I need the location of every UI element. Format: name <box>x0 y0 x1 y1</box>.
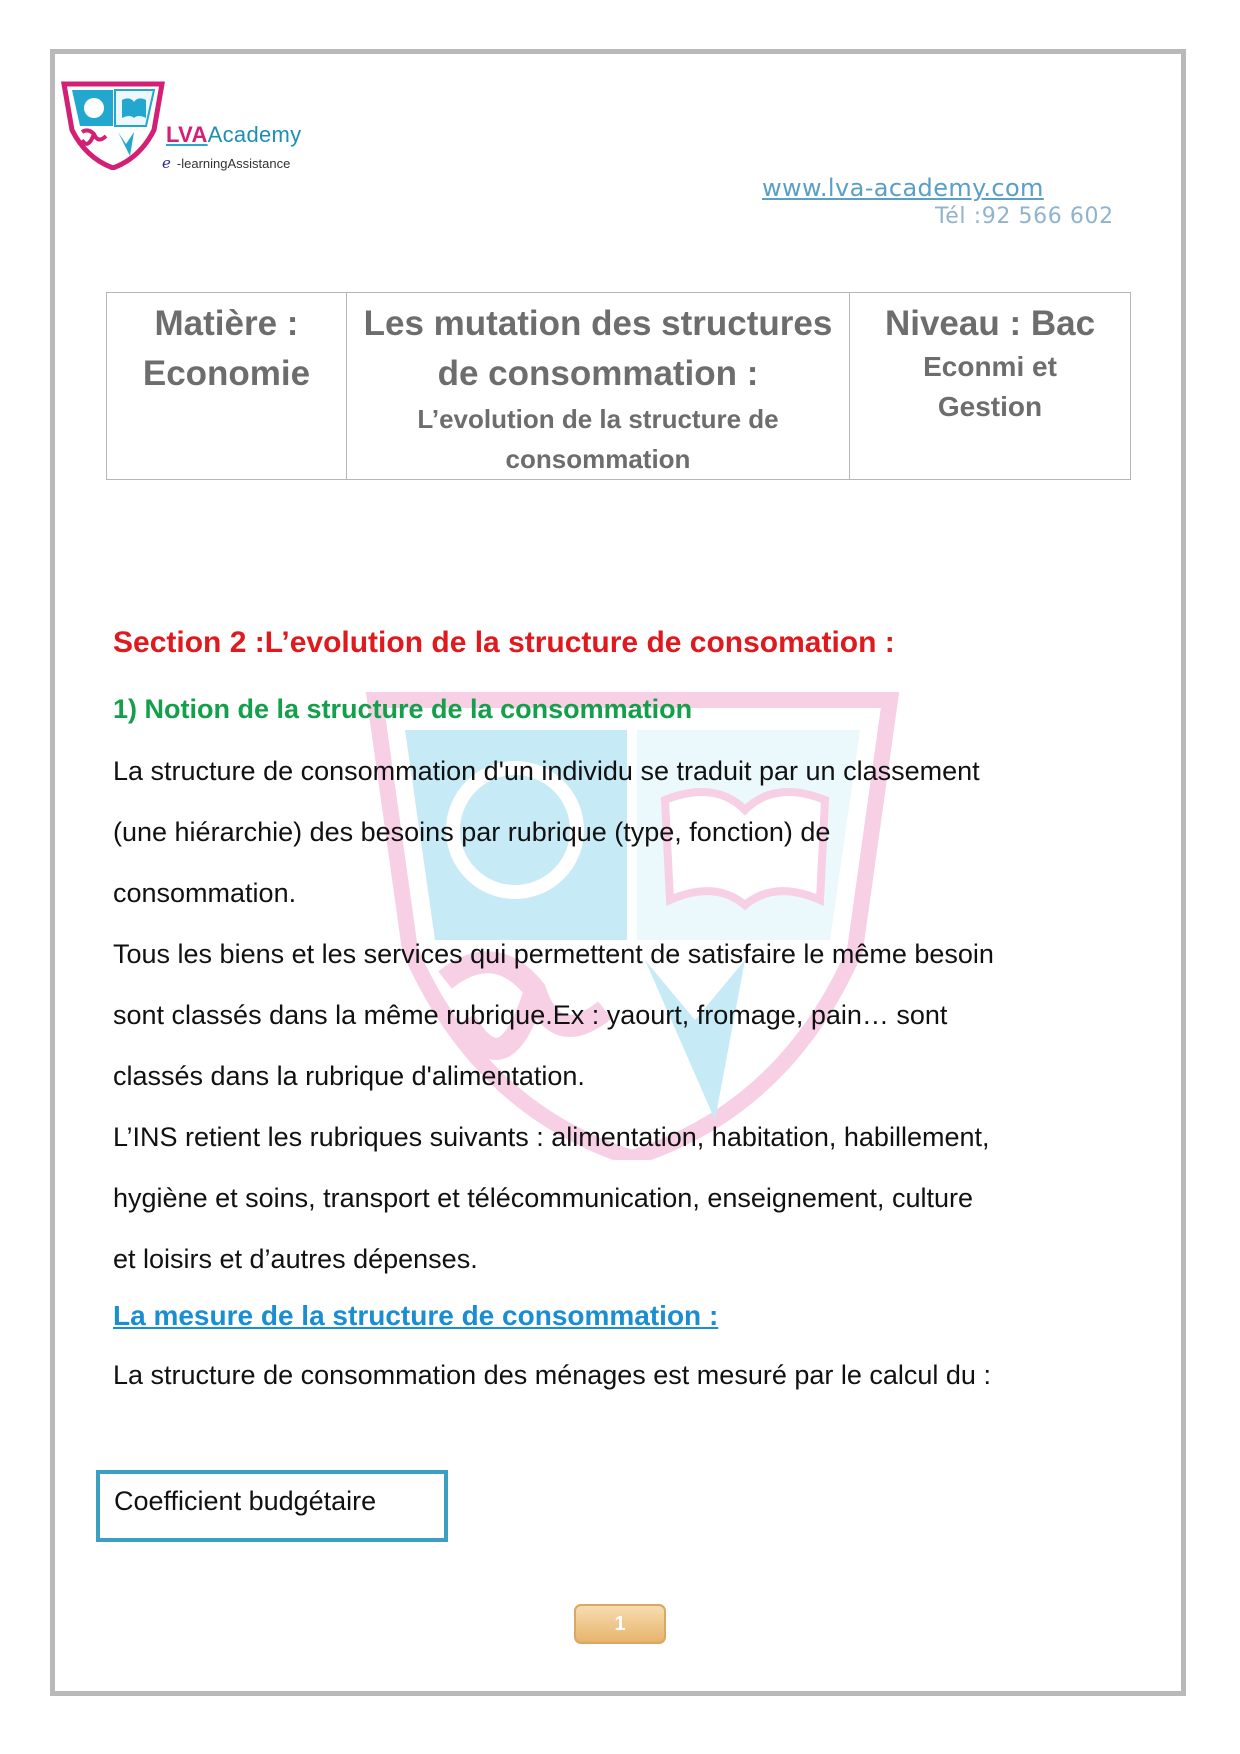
tagline-text: -learningAssistance <box>176 156 291 171</box>
header-table <box>106 292 1131 480</box>
level-value-line1: Econmi et <box>923 351 1057 382</box>
title-line2: de consommation : <box>437 354 759 393</box>
title-sub-line2: consommation <box>505 444 691 474</box>
brand-name <box>166 122 301 148</box>
title-sub-line1: L’evolution de la structure de <box>417 404 779 434</box>
paragraph-line: La structure de consommation d'un individu se traduit par un classement <box>113 756 980 786</box>
paragraph-line: hygiène et soins, transport et télécommunication, enseignement, culture <box>113 1183 973 1213</box>
coefficient-box: Coefficient budgétaire <box>96 1470 448 1542</box>
paragraph-line: (une hiérarchie) des besoins par rubrique (type, fonction) de <box>113 817 831 847</box>
phone-number: Tél :92 566 602 <box>935 204 1114 229</box>
paragraph-line: consommation. <box>113 878 297 908</box>
title-cell <box>347 293 850 480</box>
title-line1: Les mutation des structures <box>363 304 833 343</box>
brand-academy: Academy <box>207 122 302 147</box>
paragraph-line: Tous les biens et les services qui permettent de satisfaire le même besoin <box>113 939 994 969</box>
subject-cell <box>107 293 347 480</box>
website-link[interactable]: www.lva-academy.com <box>762 174 1044 202</box>
measure-text: La structure de consommation des ménages est mesuré par le calcul du : <box>113 1360 991 1390</box>
paragraph-line: classés dans la rubrique d'alimentation. <box>113 1061 585 1091</box>
section-title: Section 2 :L’evolution de la structure de consomation : <box>113 626 895 659</box>
paragraph-line: L’INS retient les rubriques suivants : alimentation, habitation, habillement, <box>113 1122 990 1152</box>
measure-title: La mesure de la structure de consommation : <box>113 1300 719 1331</box>
level-value-line2: Gestion <box>937 391 1043 422</box>
subject-value: Economie <box>142 354 311 393</box>
brand-lva: LVA <box>166 122 208 147</box>
tagline-e: e <box>162 154 171 172</box>
lva-academy-logo <box>58 78 168 170</box>
level-cell <box>850 293 1131 480</box>
page-number: 1 <box>574 1604 666 1644</box>
paragraph-line: et loisirs et d’autres dépenses. <box>113 1244 478 1274</box>
subject-label: Matière : <box>154 304 299 343</box>
paragraph-line: sont classés dans la même rubrique.Ex : yaourt, fromage, pain… sont <box>113 1000 948 1030</box>
level-label: Niveau : Bac <box>884 304 1096 343</box>
brand-tagline <box>162 154 290 172</box>
subsection-title: 1) Notion de la structure de la consommation <box>113 694 693 724</box>
